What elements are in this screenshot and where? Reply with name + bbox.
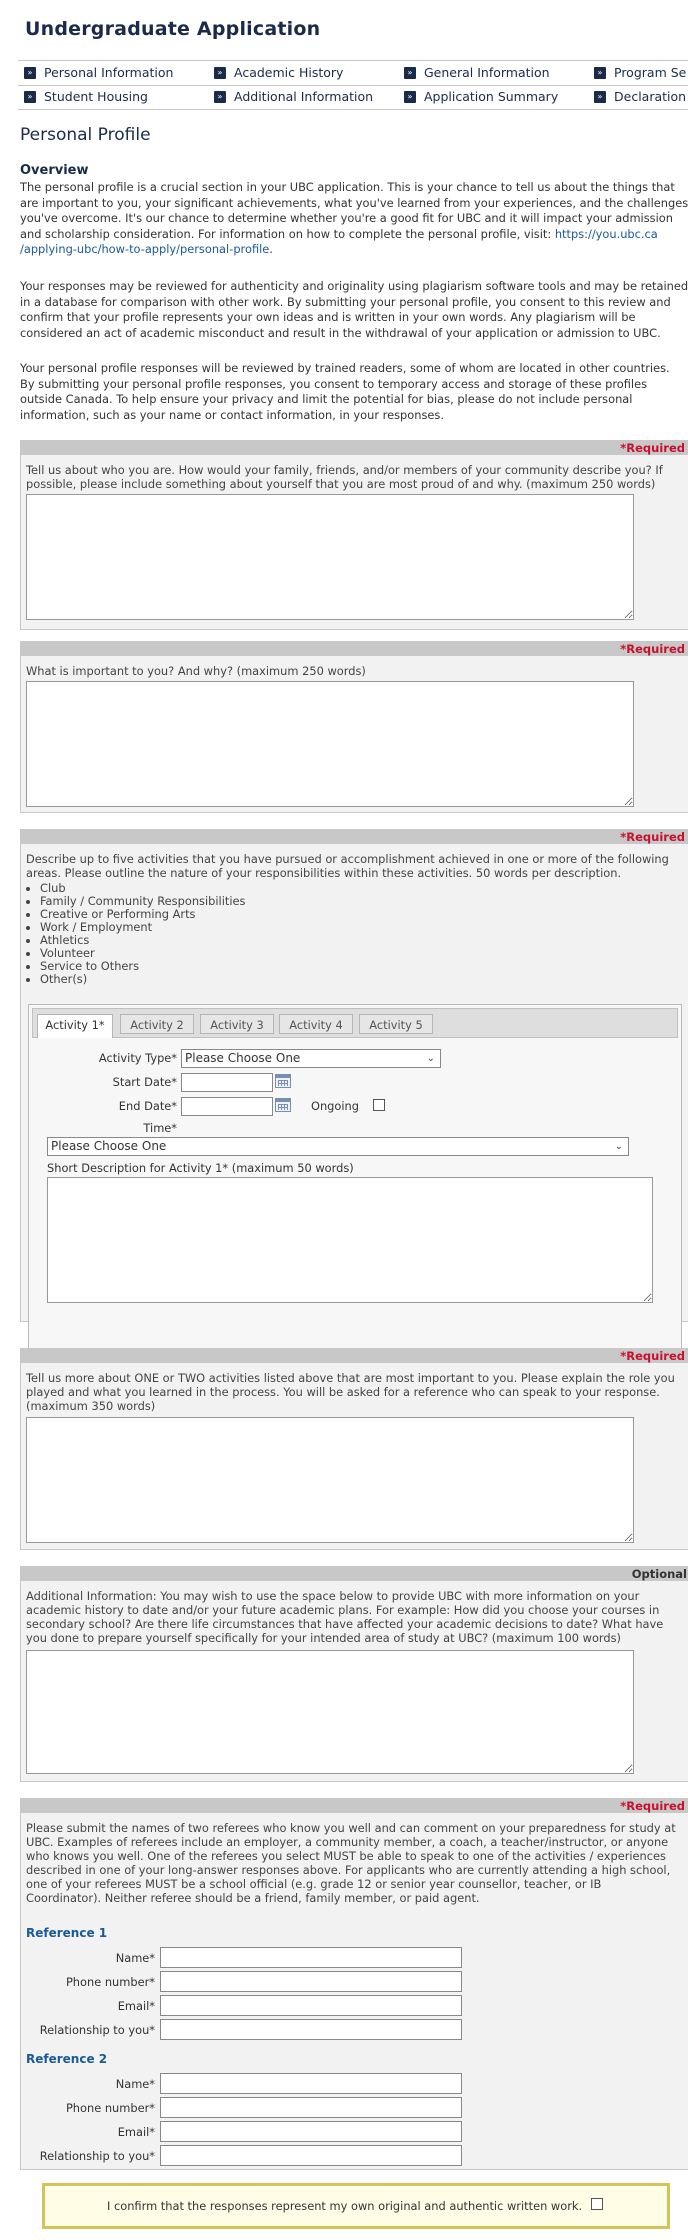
calendar-icon[interactable] xyxy=(275,1098,291,1112)
text-line: you've overcome. It's our chance to determine whether you're a good fit for UBC and it will impact your admission xyxy=(20,211,673,225)
required-label: *Required xyxy=(620,642,685,656)
section-header xyxy=(21,441,688,455)
double-chevron-right-icon: » xyxy=(404,67,416,79)
start-date-label: Start Date* xyxy=(112,1075,177,1089)
section-header xyxy=(21,1349,688,1363)
list-item: • Work / Employment xyxy=(40,921,245,934)
question-text: Tell us more about ONE or TWO activities listed above that are most important to you. Please explain the role you played and what you learned in the process. You will be asked for a reference who can speak to your response. (maximum 350 words) xyxy=(26,1371,675,1413)
nav-item-label: Personal Information xyxy=(44,65,174,80)
ref1-email-input[interactable] xyxy=(160,1995,462,2016)
ref1-phone-label: Phone number* xyxy=(65,1975,155,1989)
nav-item-label: Declaration xyxy=(614,89,687,104)
text-line: Your personal profile responses will be reviewed by trained readers, some of whom are located in other countries. xyxy=(20,361,670,375)
ongoing-label: Ongoing xyxy=(311,1099,359,1113)
double-chevron-right-icon: » xyxy=(24,91,36,103)
time-select[interactable]: Please Choose One ⌄ xyxy=(47,1137,629,1156)
double-chevron-right-icon: » xyxy=(594,67,606,79)
app-title: Undergraduate Application xyxy=(25,18,321,40)
ref2-name-label: Name* xyxy=(115,2077,155,2091)
nav-item-label: Additional Information xyxy=(234,89,374,104)
nav-item-personal-information[interactable] xyxy=(24,65,173,80)
overview-paragraph-3 xyxy=(20,361,688,423)
ref1-relationship-input[interactable] xyxy=(160,2019,462,2040)
required-label: *Required xyxy=(620,1349,685,1363)
ref2-email-label: Email* xyxy=(117,2125,155,2139)
required-label: *Required xyxy=(620,441,685,455)
short-description-label: Short Description for Activity 1* (maximum 50 words) xyxy=(47,1161,354,1175)
ref1-phone-input[interactable] xyxy=(160,1971,462,1992)
text-line: By submitting your personal profile responses, you consent to temporary access and storage of these profiles xyxy=(20,376,648,391)
question-about-you-section xyxy=(20,440,688,630)
ref2-name-input[interactable] xyxy=(160,2073,462,2094)
about-you-textarea[interactable] xyxy=(26,494,634,620)
nav-item-academic-history[interactable] xyxy=(214,65,343,80)
activity-areas-list xyxy=(26,882,245,986)
optional-label: Optional xyxy=(631,1567,687,1581)
text-line: /applying-ubc/how-to-apply/personal-profile. xyxy=(20,242,273,256)
ref2-relationship-input[interactable] xyxy=(160,2145,462,2166)
ref1-relationship-label: Relationship to you* xyxy=(39,2023,155,2037)
tabs-bar xyxy=(32,1008,678,1038)
section-nav xyxy=(18,60,688,110)
text-line: in a database for comparison with other work. By submitting your personal profile, you consent to this review and xyxy=(20,294,671,309)
nav-item-application-summary[interactable] xyxy=(404,89,558,104)
calendar-icon[interactable] xyxy=(275,1074,291,1088)
text-line: outside Canada. To help ensure your privacy and limit the potential for bias, please do not include personal xyxy=(20,392,633,406)
double-chevron-right-icon: » xyxy=(404,91,416,103)
ref1-email-label: Email* xyxy=(117,1999,155,2013)
required-label: *Required xyxy=(620,830,685,844)
overview-paragraph-2 xyxy=(20,279,688,341)
activity-type-label: Activity Type* xyxy=(98,1051,177,1065)
chevron-down-icon: ⌄ xyxy=(426,1053,435,1064)
double-chevron-right-icon: » xyxy=(214,67,226,79)
activities-section xyxy=(20,829,688,1322)
section-header xyxy=(21,830,688,844)
end-date-label: End Date* xyxy=(118,1099,177,1113)
double-chevron-right-icon: » xyxy=(24,67,36,79)
list-item: • Creative or Performing Arts xyxy=(40,908,245,921)
list-item: • Service to Others xyxy=(40,960,245,973)
text-line: Your responses may be reviewed for authenticity and originality using plagiarism software tools and may be retained xyxy=(20,279,688,293)
nav-item-label: General Information xyxy=(424,65,550,80)
chevron-down-icon: ⌄ xyxy=(614,1141,623,1152)
question-text: Describe up to five activities that you have pursued or accomplishment achieved in one or more of the following areas. Please outline the nature of your responsibilities within these activities. 50 words per description. xyxy=(26,852,669,880)
start-date-input[interactable] xyxy=(181,1073,273,1092)
activity-type-select[interactable]: Please Choose One ⌄ xyxy=(181,1049,441,1068)
personal-profile-link[interactable]: https://you.ubc.ca xyxy=(554,226,658,241)
tab-activity-4[interactable]: Activity 4 xyxy=(279,1014,353,1034)
text-line: The personal profile is a crucial section in your UBC application. This is your chance to tell us about the things that xyxy=(20,180,675,194)
references-section xyxy=(20,1798,688,2170)
nav-item-additional-information[interactable] xyxy=(214,89,373,104)
ref1-name-input[interactable] xyxy=(160,1947,462,1968)
ref2-phone-label: Phone number* xyxy=(65,2101,155,2115)
additional-information-section xyxy=(20,1566,688,1782)
overview-heading: Overview xyxy=(20,163,89,178)
list-item: • Family / Community Responsibilities xyxy=(40,895,245,908)
confirmation-label: I confirm that the responses represent my own original and authentic written work. xyxy=(107,2199,583,2213)
nav-item-label: Application Summary xyxy=(424,89,559,104)
reference-2-heading: Reference 2 xyxy=(26,2052,108,2066)
additional-information-textarea[interactable] xyxy=(26,1650,634,1774)
tab-activity-2[interactable]: Activity 2 xyxy=(120,1014,194,1034)
nav-divider xyxy=(18,85,688,86)
section-header xyxy=(21,642,688,656)
tab-activity-5[interactable]: Activity 5 xyxy=(359,1014,433,1034)
reference-1-heading: Reference 1 xyxy=(26,1926,108,1940)
question-text: Tell us about who you are. How would your family, friends, and/or members of your community describe you? If possible, please include something about yourself that you are most proud of and why. (maximum 250 words) xyxy=(26,463,663,491)
text-line: confirm that your profile represents your own ideas and is written in your own words. Any plagiarism will be xyxy=(20,310,636,324)
nav-item-label: Program Se xyxy=(614,65,687,80)
list-item: • Other(s) xyxy=(40,973,245,986)
list-item: • Club xyxy=(40,882,245,895)
nav-item-label: Student Housing xyxy=(44,89,148,104)
ref2-phone-input[interactable] xyxy=(160,2097,462,2118)
confirmation-checkbox[interactable] xyxy=(591,2198,603,2210)
nav-item-declaration[interactable] xyxy=(594,89,686,104)
overview-paragraph-1 xyxy=(20,180,688,258)
ref2-email-input[interactable] xyxy=(160,2121,462,2142)
page-title: Personal Profile xyxy=(20,125,151,145)
nav-item-general-information[interactable] xyxy=(404,65,550,80)
nav-item-student-housing[interactable] xyxy=(24,89,148,104)
question-activity-detail-section xyxy=(20,1348,688,1550)
ref2-relationship-label: Relationship to you* xyxy=(39,2149,155,2163)
question-text: Additional Information: You may wish to use the space below to provide UBC with more information on your academic history to date and/or your future academic plans. For example: How did you choose your courses in secondary school? Are there life circumstances that have affected your academic decisions to date? What have you done to prepare yourself specifically for your intended area of study at UBC? (maximum 100 words) xyxy=(26,1589,664,1645)
text-line: and scholarship consideration. For information on how to complete the personal profile, visit: https://you.ubc.ca xyxy=(20,226,658,241)
end-date-input[interactable] xyxy=(181,1097,273,1116)
personal-profile-link-cont[interactable]: /applying-ubc/how-to-apply/personal-profile xyxy=(20,242,270,256)
ref1-name-label: Name* xyxy=(115,1951,155,1965)
confirmation-box xyxy=(42,2183,670,2229)
double-chevron-right-icon: » xyxy=(214,91,226,103)
required-label: *Required xyxy=(620,1799,685,1813)
question-text: What is important to you? And why? (maximum 250 words) xyxy=(26,664,366,678)
text-line: information, such as your name or contact information, in your responses. xyxy=(20,407,444,422)
section-header xyxy=(21,1799,688,1813)
ongoing-checkbox[interactable] xyxy=(373,1099,385,1111)
double-chevron-right-icon: » xyxy=(594,91,606,103)
section-header xyxy=(21,1567,688,1581)
question-important-section xyxy=(20,641,688,813)
time-label: Time* xyxy=(143,1121,177,1135)
activity-tabs xyxy=(28,1004,682,1356)
list-item: • Volunteer xyxy=(40,947,245,960)
list-item: • Athletics xyxy=(40,934,245,947)
text-line: are important to you, your significant achievements, what you've learned from your experiences, and the challenges xyxy=(20,195,688,210)
activity-detail-textarea[interactable] xyxy=(26,1417,634,1543)
short-description-textarea[interactable] xyxy=(47,1177,653,1303)
question-text: Please submit the names of two referees who know you well and can comment on your preparedness for study at UBC. Examples of referees include an employer, a community member, a coach, a teacher/instructor, or anyone who knows you well. One of the referees you select MUST be able to speak to one of the activities / experiences described in one of your long-answer responses above. For applicants who are currently attending a high school, one of your referees MUST be a school official (e.g. grade 12 or senior year counsellor, teacher, or IB Coordinator). Neither referee should be a friend, family member, or paid agent. xyxy=(26,1821,676,1905)
tab-activity-1[interactable]: Activity 1* xyxy=(37,1014,113,1038)
tab-activity-3[interactable]: Activity 3 xyxy=(200,1014,274,1034)
text-line: considered an act of academic misconduct and result in the withdrawal of your application or admission to UBC. xyxy=(20,325,661,340)
nav-item-label: Academic History xyxy=(234,65,344,80)
nav-item-program-selection[interactable] xyxy=(594,65,686,80)
important-to-you-textarea[interactable] xyxy=(26,681,634,807)
